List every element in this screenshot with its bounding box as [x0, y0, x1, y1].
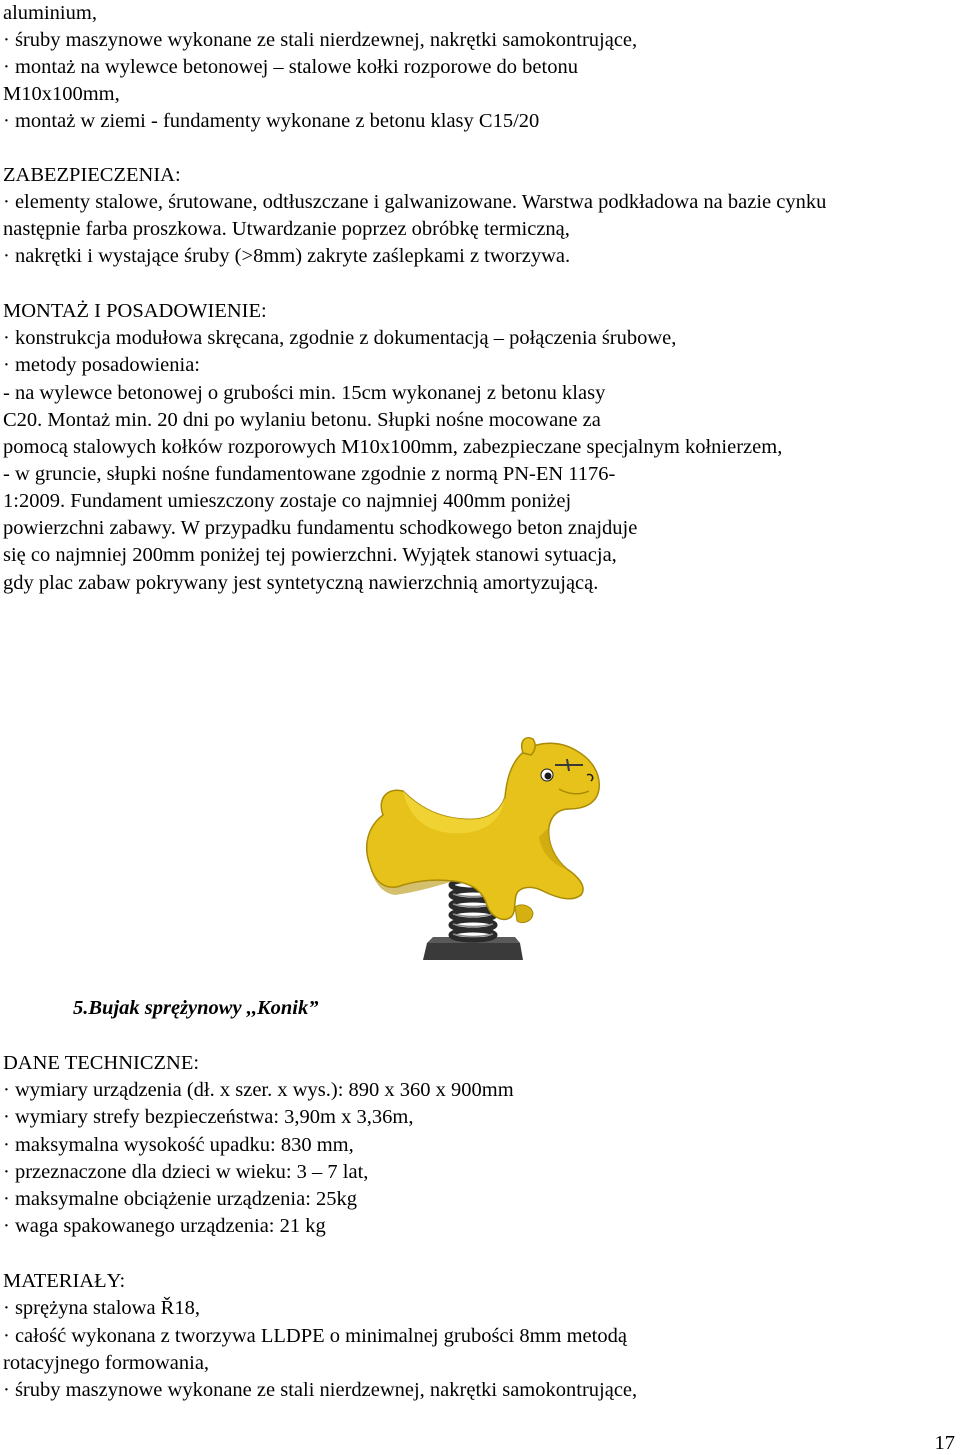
text-line-stepped-foundation: powierzchni zabawy. W przypadku fundamentu schodkowego beton znajduje: [3, 517, 638, 539]
text-line-curing-time: C20. Montaż min. 20 dni po wylaniu betonu. Słupki nośne mocowane za: [3, 409, 601, 431]
section-heading-installation: MONTAŻ I POSADOWIENIE:: [3, 300, 267, 322]
horse-foot-peg: [515, 905, 533, 923]
text-line-nut-caps: · nakrętki i wystające śruby (>8mm) zakryte zaślepkami z tworzywa.: [3, 245, 571, 267]
material-rotomolding: rotacyjnego formowania,: [3, 1352, 210, 1374]
spring-horse-illustration: [355, 735, 615, 970]
section-heading-protection: ZABEZPIECZENIA:: [3, 164, 181, 186]
text-line-material-aluminium: aluminium,: [3, 2, 97, 24]
text-line-anchor-size: M10x100mm,: [3, 83, 120, 105]
text-line-mount-ground: · montaż w ziemi - fundamenty wykonane z betonu klasy C15/20: [3, 110, 540, 132]
text-line-foundation-depth: 1:2009. Fundament umieszczony zostaje co najmniej 400mm poniżej: [3, 490, 572, 512]
spec-safety-zone: · wymiary strefy bezpieczeństwa: 3,90m x 3,36m,: [3, 1106, 414, 1128]
spec-fall-height: · maksymalna wysokość upadku: 830 mm,: [3, 1134, 354, 1156]
text-line-mount-concrete: · montaż na wylewce betonowej – stalowe kołki rozporowe do betonu: [3, 56, 578, 78]
section-heading-technical-data: DANE TECHNICZNE:: [3, 1052, 200, 1074]
text-line-exception: się co najmniej 200mm poniżej tej powierzchni. Wyjątek stanowi sytuacja,: [3, 544, 617, 566]
material-spring: · sprężyna stalowa Ř18,: [3, 1297, 200, 1319]
text-line-modular-construction: · konstrukcja modułowa skręcana, zgodnie z dokumentacją – połączenia śrubowe,: [3, 327, 677, 349]
spec-max-load: · maksymalne obciążenie urządzenia: 25kg: [3, 1188, 358, 1210]
material-lldpe: · całość wykonana z tworzywa LLDPE o minimalnej grubości 8mm metodą: [3, 1325, 627, 1347]
figure-caption: 5.Bujak sprężynowy ,,Konik”: [73, 997, 319, 1019]
text-line-foundation-methods: · metody posadowienia:: [3, 354, 200, 376]
text-line-powder-paint: następnie farba proszkowa. Utwardzanie poprzez obróbkę termiczną,: [3, 218, 570, 240]
spec-age-range: · przeznaczone dla dzieci w wieku: 3 – 7 lat,: [3, 1161, 369, 1183]
base-plate: [423, 943, 523, 960]
horse-ear: [522, 738, 535, 755]
section-heading-materials: MATERIAŁY:: [3, 1270, 126, 1292]
text-line-concrete-slab: - na wylewce betonowej o grubości min. 15cm wykonanej z betonu klasy: [3, 382, 606, 404]
text-line-anchor-bolts: pomocą stalowych kołków rozporowych M10x100mm, zabezpieczane specjalnym kołnierzem,: [3, 436, 783, 458]
text-line-steel-elements: · elementy stalowe, śrutowane, odtłuszczane i galwanizowane. Warstwa podkładowa na bazie cynku: [3, 191, 827, 213]
text-line-synthetic-surface: gdy plac zabaw pokrywany jest syntetyczną nawierzchnią amortyzującą.: [3, 572, 599, 594]
text-line-screws: · śruby maszynowe wykonane ze stali nierdzewnej, nakrętki samokontrujące,: [3, 29, 638, 51]
spec-dimensions: · wymiary urządzenia (dł. x szer. x wys.): 890 x 360 x 900mm: [3, 1079, 514, 1101]
material-screws: · śruby maszynowe wykonane ze stali nierdzewnej, nakrętki samokontrujące,: [3, 1379, 638, 1401]
text-line-ground-standard: - w gruncie, słupki nośne fundamentowane zgodnie z normą PN-EN 1176-: [3, 463, 616, 485]
spec-package-weight: · waga spakowanego urządzenia: 21 kg: [3, 1215, 326, 1237]
page-number: 17: [934, 1432, 955, 1454]
